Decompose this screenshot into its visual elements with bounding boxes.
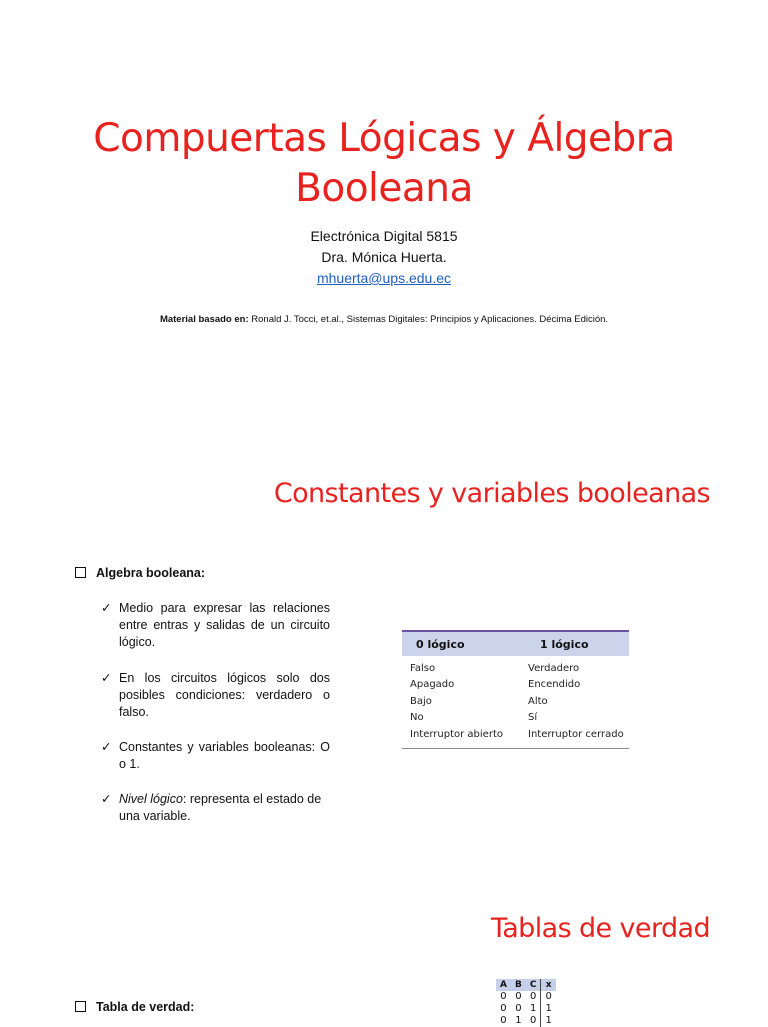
cell-c: 1	[529, 1003, 537, 1014]
list-item-text: Constantes y variables booleanas: O o 1.	[119, 740, 330, 771]
nivel-logico-term: Nivel lógico	[119, 792, 183, 806]
list-item	[101, 600, 330, 651]
truth-table-header	[496, 979, 556, 991]
table-row	[402, 693, 629, 710]
table-row	[402, 677, 629, 694]
truth-table	[496, 979, 556, 1027]
section-title-tablas: Tablas de verdad	[490, 913, 710, 944]
header-c: C	[526, 979, 541, 991]
section-title-constantes: Constantes y variables booleanas	[273, 478, 710, 509]
table-row	[402, 726, 629, 743]
cell-true-state: Encendido	[528, 679, 581, 691]
table-row	[496, 1003, 556, 1015]
cell-c: 0	[529, 1015, 537, 1026]
cell-false-state: No	[410, 712, 424, 724]
cell-b: 0	[515, 991, 522, 1002]
header-b: B	[511, 979, 526, 991]
nivel-logico-definition: : representa el estado de una variable.	[119, 792, 322, 823]
header-0-logico: 0 lógico	[416, 637, 465, 651]
cell-true-state: Verdadero	[528, 662, 580, 674]
source-note-label: Material basado en:	[159, 314, 249, 325]
cell-true-state: Alto	[528, 695, 548, 707]
header-a: A	[496, 979, 511, 991]
cell-true-state: Sí	[528, 712, 538, 724]
list-item-text: En los circuitos lógicos solo dos posibles condiciones: verdadero o falso.	[119, 671, 330, 719]
list-item	[101, 791, 330, 825]
list-item-text	[119, 791, 330, 825]
slide-title-line2: Booleana	[295, 166, 473, 211]
cell-a: 0	[500, 1003, 507, 1014]
cell-a: 0	[500, 991, 507, 1002]
logic-level-table	[402, 630, 629, 749]
checkmark-icon: ✓	[101, 601, 112, 615]
checkmark-icon: ✓	[101, 792, 112, 806]
table-row	[402, 710, 629, 727]
list-item	[101, 670, 330, 721]
checkmark-icon: ✓	[101, 740, 112, 754]
header-x: x	[541, 979, 556, 991]
header-1-logico: 1 lógico	[540, 637, 589, 651]
square-bullet-icon	[75, 1001, 86, 1012]
cell-x: 1	[541, 1015, 556, 1027]
bullet-tabla-de-verdad	[75, 1000, 194, 1014]
bullet-algebra-label: Algebra booleana:	[96, 566, 206, 580]
cell-false-state: Bajo	[410, 695, 432, 707]
cell-false-state: Apagado	[410, 679, 455, 691]
table-row	[496, 991, 556, 1003]
email-link[interactable]: mhuerta@ups.edu.ec	[316, 270, 452, 286]
author-name: Dra. Mónica Huerta.	[321, 249, 447, 265]
cell-false-state: Falso	[410, 662, 436, 674]
cell-c: 0	[529, 991, 537, 1002]
table-bottom-rule	[402, 748, 629, 749]
course-name: Electrónica Digital 5815	[310, 228, 458, 244]
bullet-algebra	[75, 566, 205, 580]
source-note-text: Ronald J. Tocci, et.al., Sistemas Digitales: Principios y Aplicaciones. Décima Edición.	[248, 314, 609, 325]
cell-false-state: Interruptor abierto	[410, 728, 503, 740]
table-row	[496, 1015, 556, 1027]
cell-x: 1	[541, 1003, 556, 1015]
bullet-tabla-label: Tabla de verdad:	[96, 1000, 195, 1014]
table-row	[402, 660, 629, 677]
cell-b: 0	[515, 1003, 522, 1014]
list-item-text: Medio para expresar las relaciones entre entras y salidas de un circuito lógico.	[119, 601, 330, 649]
cell-x: 0	[541, 991, 556, 1003]
slide-title-line1: Compuertas Lógicas y Álgebra	[93, 116, 675, 161]
cell-a: 0	[500, 1015, 507, 1026]
source-note	[0, 314, 768, 325]
checkmark-icon: ✓	[101, 671, 112, 685]
logic-table-header	[402, 630, 629, 656]
square-bullet-icon	[75, 567, 86, 578]
cell-b: 1	[515, 1015, 522, 1026]
list-item	[101, 739, 330, 773]
cell-true-state: Interruptor cerrado	[528, 728, 624, 740]
